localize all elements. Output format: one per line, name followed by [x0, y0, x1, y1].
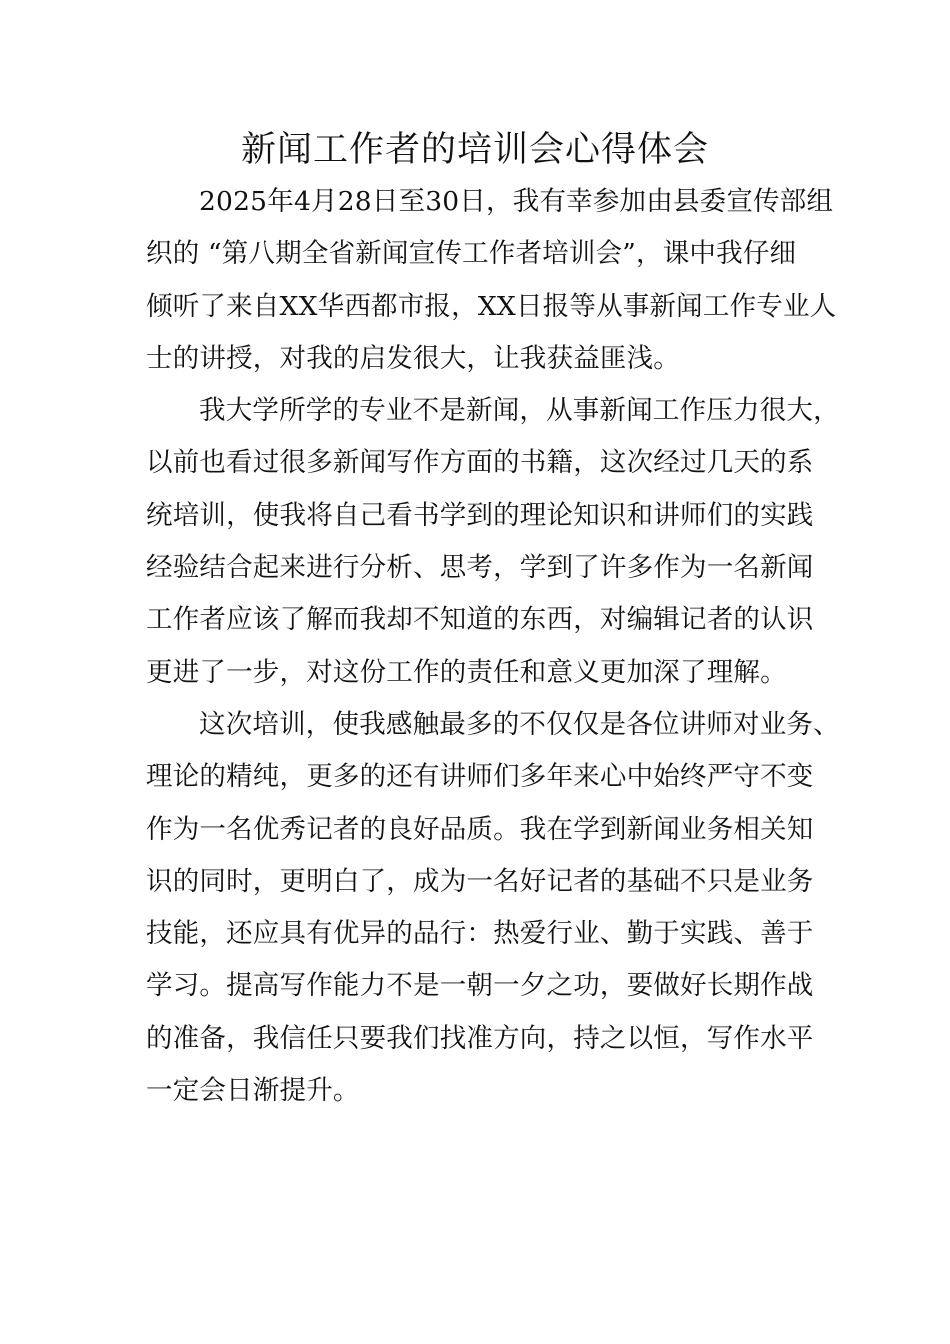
paragraph-line: 工作者应该了解而我却不知道的东西，对编辑记者的认识: [146, 604, 814, 636]
paragraph-line: 技能，还应具有优异的品行：热爱行业、勤于实践、善于: [146, 918, 814, 950]
paragraph-line: 经验结合起来进行分析、思考，学到了许多作为一名新闻: [146, 552, 814, 584]
paragraph-line: 学习。提高写作能力不是一朝一夕之功，要做好长期作战: [146, 970, 814, 1002]
paragraph-line: 一定会日渐提升。: [146, 1075, 360, 1107]
paragraph-2: [146, 385, 840, 699]
paragraph-line: 我大学所学的专业不是新闻，从事新闻工作压力很大，: [199, 395, 840, 427]
paragraph-line: 作为一名优秀记者的良好品质。我在学到新闻业务相关知: [146, 813, 814, 845]
paragraph-line: 2025年4月28日至30日，我有幸参加由县委宣传部组: [199, 186, 834, 217]
document-title: 新闻工作者的培训会心得体会: [240, 130, 709, 170]
document-body: [146, 176, 840, 1117]
paragraph-line: 织的 “第八期全省新闻宣传工作者培训会”，课中我仔细: [146, 238, 797, 270]
paragraph-line: 士的讲授，对我的启发很大，让我获益匪浅。: [146, 342, 680, 374]
paragraph-line: 理论的精纯，更多的还有讲师们多年来心中始终严守不变: [146, 761, 814, 793]
paragraph-line: 的准备，我信任只要我们找准方向，持之以恒，写作水平: [146, 1022, 814, 1054]
paragraph-line: 以前也看过很多新闻写作方面的书籍，这次经过几天的系: [146, 447, 814, 479]
paragraph-1: [146, 176, 837, 385]
paragraph-line: 统培训，使我将自己看书学到的理论知识和讲师们的实践: [146, 499, 814, 531]
paragraph-line: 这次培训，使我感触最多的不仅仅是各位讲师对业务、: [199, 708, 840, 740]
paragraph-line: 更进了一步，对这份工作的责任和意义更加深了理解。: [146, 656, 787, 688]
paragraph-line: 识的同时，更明白了，成为一名好记者的基础不只是业务: [146, 865, 814, 897]
paragraph-3: [146, 699, 840, 1117]
paragraph-line: 倾听了来自XX华西都市报，XX日报等从事新闻工作专业人: [146, 290, 837, 322]
